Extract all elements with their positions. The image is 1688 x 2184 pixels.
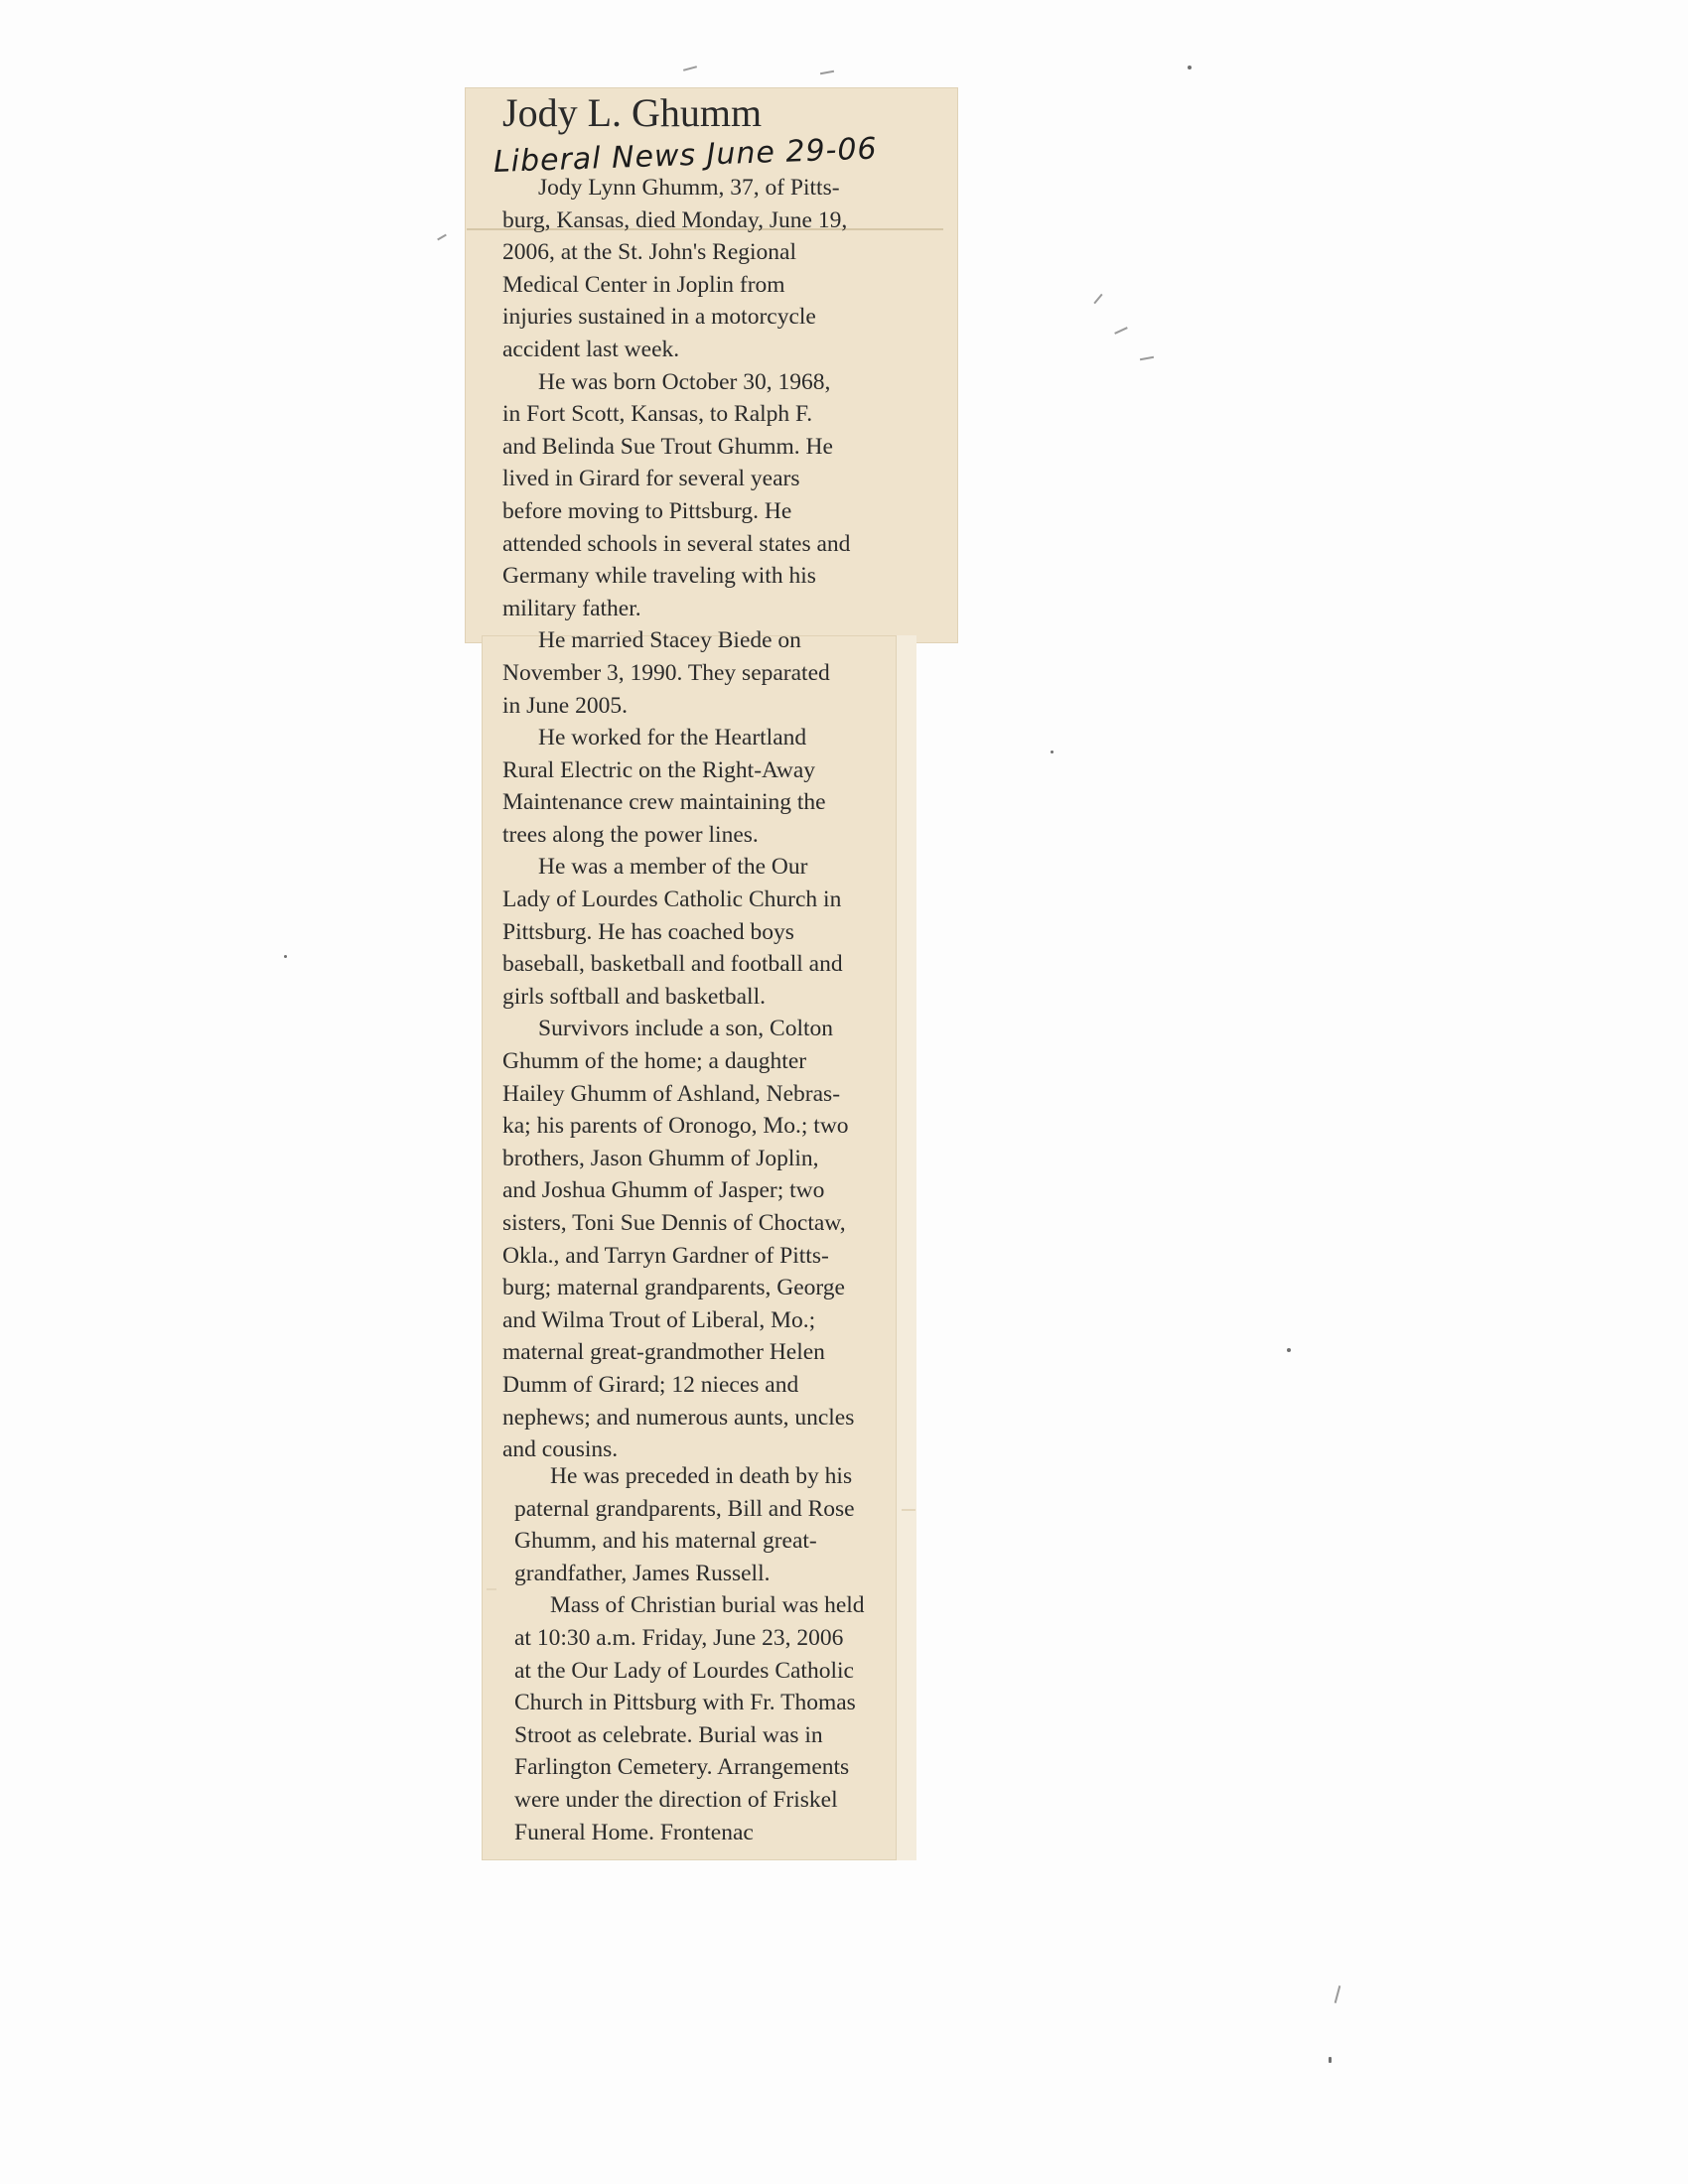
obituary-paragraph	[502, 624, 902, 722]
obituary-line: ka; his parents of Oronogo, Mo.; two	[502, 1113, 849, 1140]
obituary-line: November 3, 1990. They separated	[502, 659, 830, 686]
obituary-line: were under the direction of Friskel	[514, 1786, 838, 1813]
obituary-line: military father.	[502, 595, 641, 621]
obituary-line: Pittsburg. He has coached boys	[502, 918, 794, 945]
obituary-line: He was a member of the Our	[538, 854, 808, 881]
obituary-line: Hailey Ghumm of Ashland, Nebras-	[502, 1080, 841, 1107]
obituary-line: burg; maternal grandparents, George	[502, 1275, 845, 1301]
obituary-paragraph	[502, 1013, 902, 1465]
scan-speck	[1329, 2057, 1332, 2063]
scan-speck	[1287, 1348, 1291, 1352]
obituary-line: lived in Girard for several years	[502, 466, 800, 492]
obituary-line: and Belinda Sue Trout Ghumm. He	[502, 433, 833, 460]
obituary-line: Ghumm of the home; a daughter	[502, 1048, 807, 1075]
obituary-line: Okla., and Tarryn Gardner of Pitts-	[502, 1242, 829, 1269]
obituary-line: Jody Lynn Ghumm, 37, of Pitts-	[538, 175, 840, 201]
obituary-line: Church in Pittsburg with Fr. Thomas	[514, 1690, 856, 1716]
scan-mark	[820, 70, 834, 74]
scan-mark	[437, 234, 447, 241]
obituary-line: He was born October 30, 1968,	[538, 368, 831, 395]
obituary-paragraph	[502, 172, 902, 366]
obituary-line: Lady of Lourdes Catholic Church in	[502, 887, 842, 913]
obituary-line: sisters, Toni Sue Dennis of Choctaw,	[502, 1210, 846, 1236]
obituary-line: burg, Kansas, died Monday, June 19,	[502, 206, 848, 233]
obituary-paragraph	[502, 366, 902, 625]
obituary-line: nephews; and numerous aunts, uncles	[502, 1404, 855, 1431]
obituary-line: and Joshua Ghumm of Jasper; two	[502, 1177, 825, 1204]
obituary-line: accident last week.	[502, 336, 680, 362]
obituary-line: He married Stacey Biede on	[538, 627, 801, 654]
handwritten-source-note: Liberal News June 29-06	[492, 131, 879, 180]
obituary-paragraph	[514, 1460, 912, 1589]
scan-mark	[1335, 1985, 1341, 2003]
obituary-line: Stroot as celebrate. Burial was in	[514, 1721, 823, 1748]
obituary-line: paternal grandparents, Bill and Rose	[514, 1495, 855, 1522]
obituary-line: Rural Electric on the Right-Away	[502, 756, 816, 783]
bleed-through-line	[487, 1588, 496, 1590]
scan-mark	[683, 66, 697, 71]
obituary-body-lower	[514, 1460, 912, 1848]
obituary-line: He worked for the Heartland	[538, 725, 807, 751]
obituary-line: Funeral Home. Frontenac	[514, 1819, 754, 1845]
obituary-line: Medical Center in Joplin from	[502, 271, 785, 298]
obituary-paragraph	[514, 1589, 912, 1848]
obituary-line: in June 2005.	[502, 692, 628, 719]
scan-speck	[1051, 751, 1054, 753]
obituary-line: and cousins.	[502, 1436, 619, 1463]
obituary-line: Dumm of Girard; 12 nieces and	[502, 1371, 799, 1398]
obituary-line: 2006, at the St. John's Regional	[502, 239, 797, 266]
obituary-line: injuries sustained in a motorcycle	[502, 304, 816, 331]
obituary-headline: Jody L. Ghumm	[502, 90, 763, 135]
scan-speck	[284, 955, 287, 958]
obituary-line: baseball, basketball and football and	[502, 951, 843, 978]
obituary-paragraph	[502, 722, 902, 851]
obituary-line: Germany while traveling with his	[502, 563, 816, 590]
obituary-line: at 10:30 a.m. Friday, June 23, 2006	[514, 1624, 844, 1651]
obituary-line: and Wilma Trout of Liberal, Mo.;	[502, 1306, 816, 1333]
obituary-line: at the Our Lady of Lourdes Catholic	[514, 1657, 854, 1684]
obituary-line: in Fort Scott, Kansas, to Ralph F.	[502, 401, 813, 428]
scan-mark	[1140, 356, 1154, 360]
obituary-line: before moving to Pittsburg. He	[502, 497, 792, 524]
obituary-line: brothers, Jason Ghumm of Joplin,	[502, 1145, 819, 1171]
scan-speck	[1188, 66, 1192, 69]
obituary-body-upper	[502, 172, 902, 1466]
obituary-line: attended schools in several states and	[502, 530, 851, 557]
scan-mark	[1093, 294, 1102, 304]
obituary-line: maternal great-grandmother Helen	[502, 1339, 825, 1366]
obituary-paragraph	[502, 851, 902, 1013]
obituary-line: Survivors include a son, Colton	[538, 1016, 833, 1042]
scan-mark	[1114, 327, 1128, 335]
obituary-line: trees along the power lines.	[502, 821, 759, 848]
obituary-line: He was preceded in death by his	[550, 1463, 853, 1489]
obituary-line: girls softball and basketball.	[502, 983, 766, 1010]
obituary-line: Maintenance crew maintaining the	[502, 789, 826, 816]
obituary-line: Mass of Christian burial was held	[550, 1592, 865, 1619]
obituary-line: Ghumm, and his maternal great-	[514, 1528, 817, 1555]
obituary-line: grandfather, James Russell.	[514, 1560, 771, 1586]
obituary-line: Farlington Cemetery. Arrangements	[514, 1754, 850, 1781]
